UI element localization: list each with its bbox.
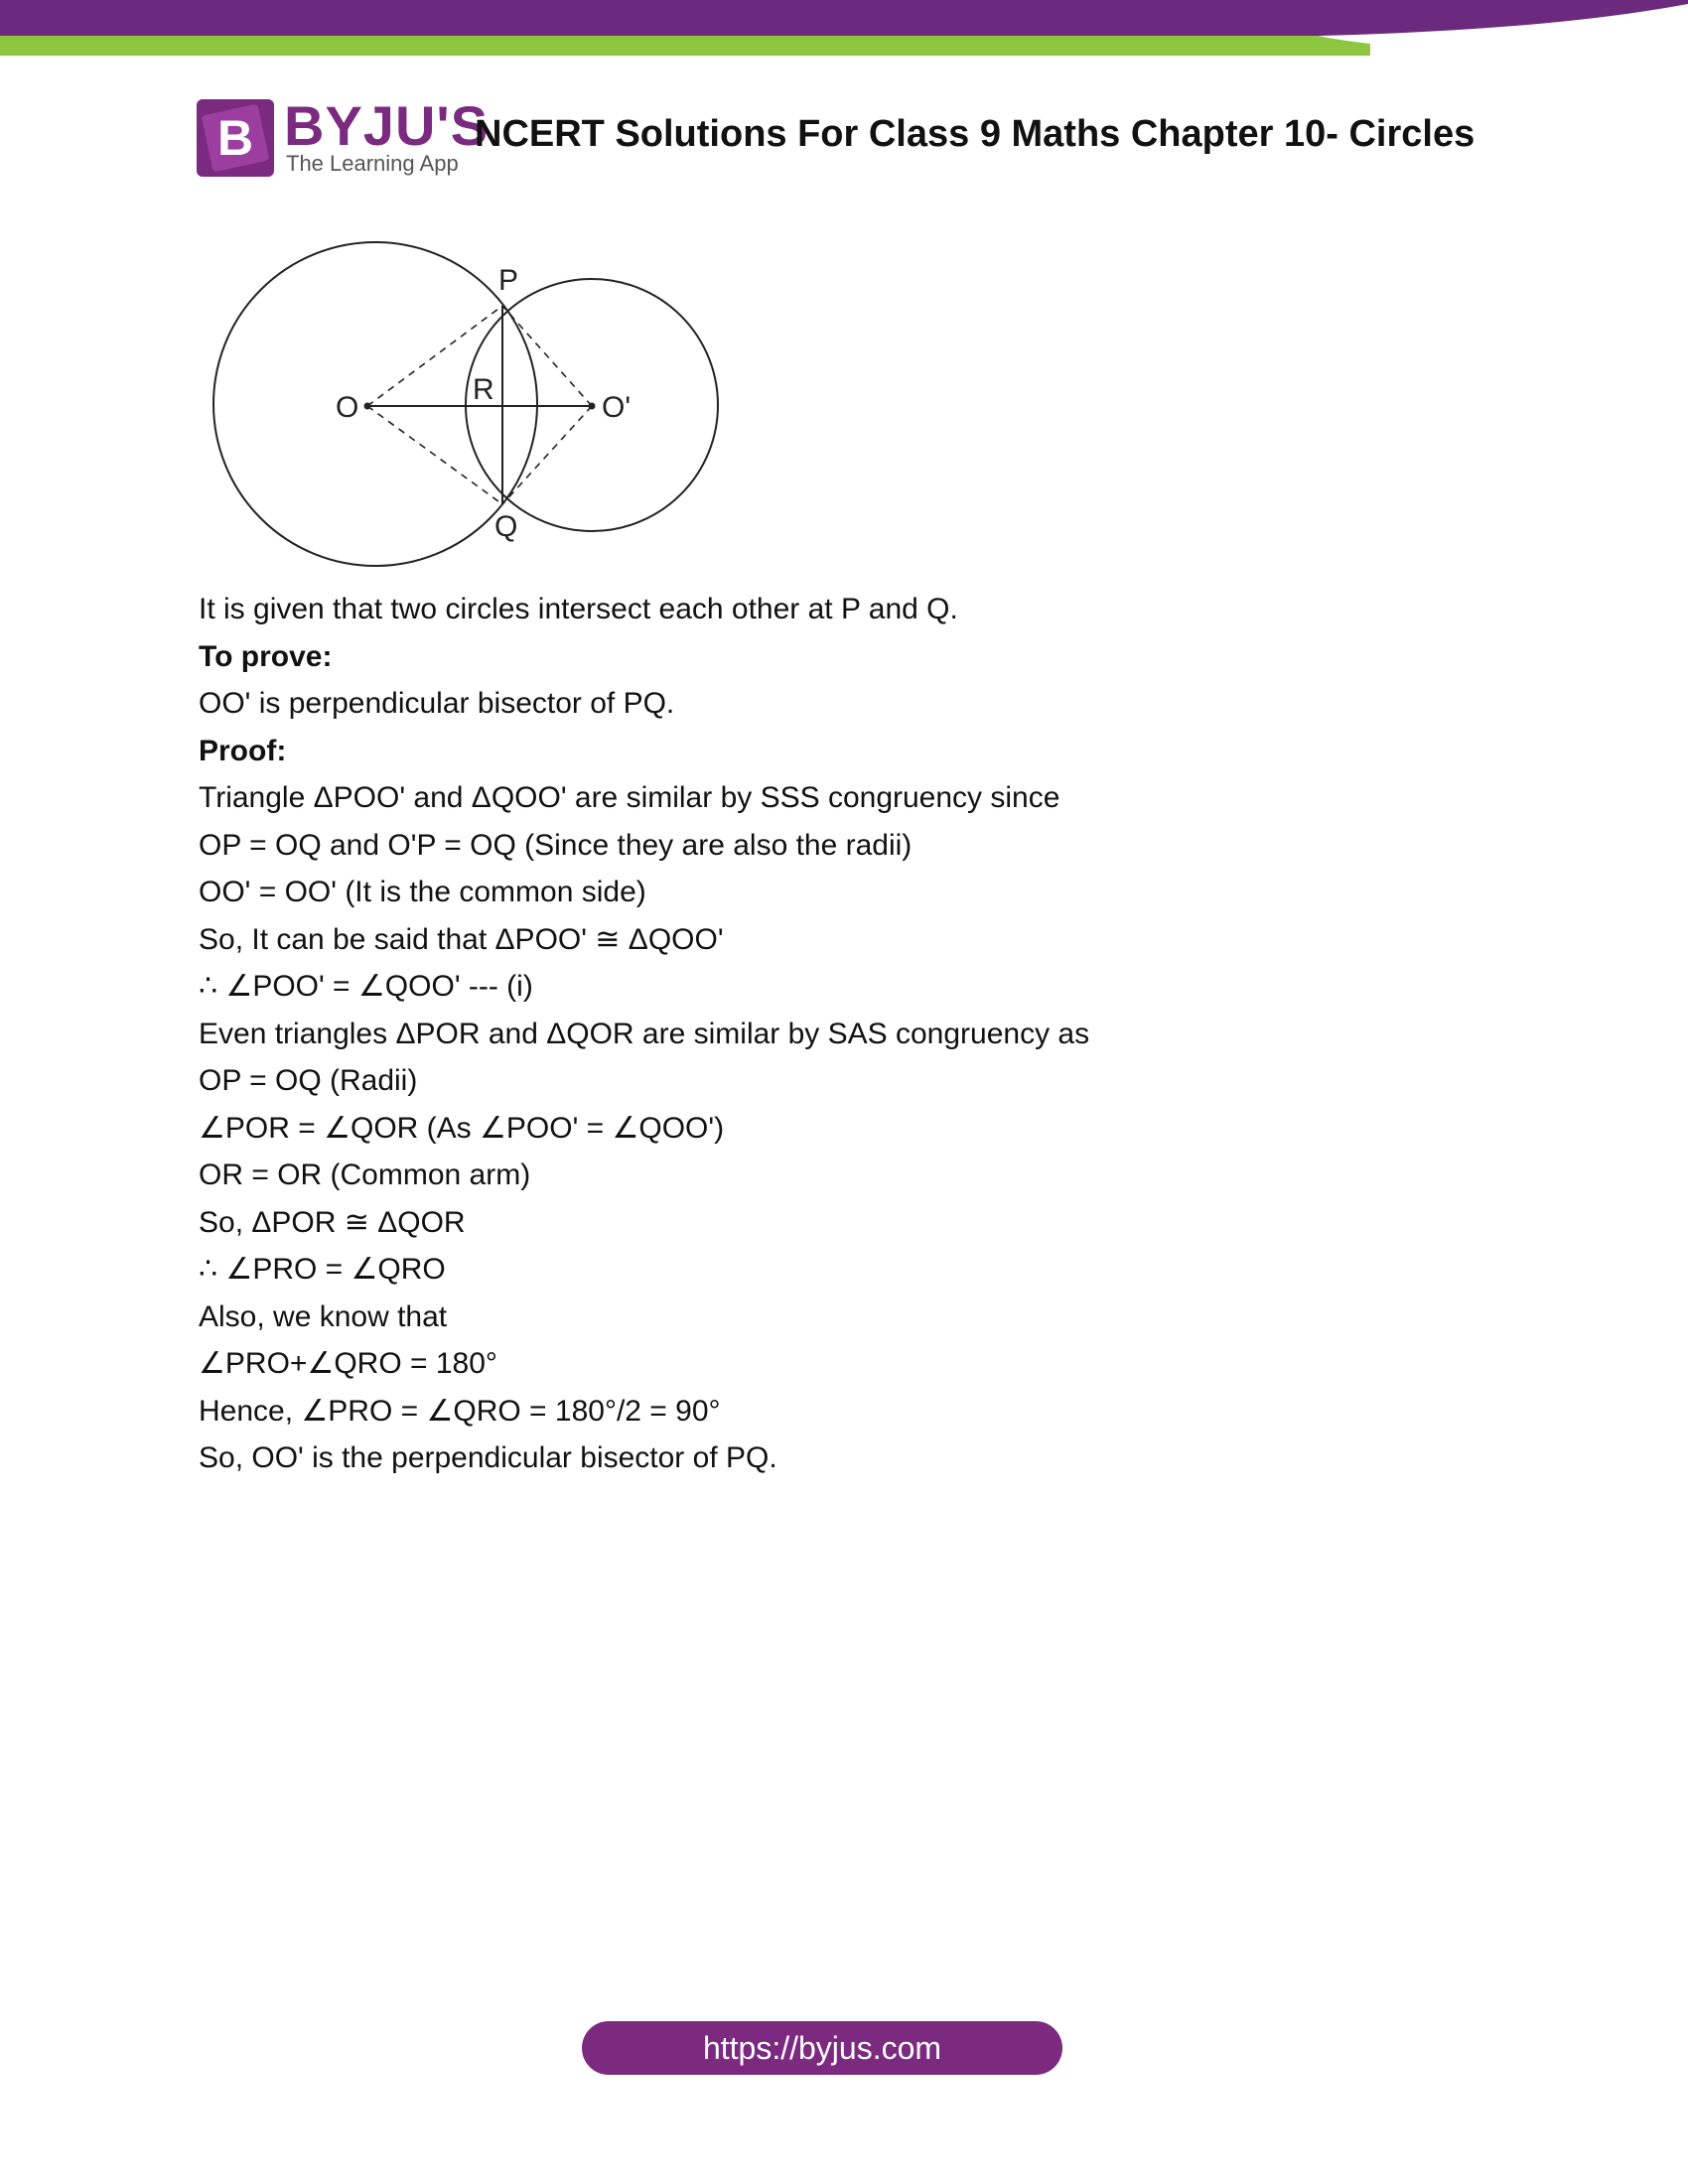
solution-line-8: So, It can be said that ΔPOO' ≅ ΔQOO' <box>199 922 724 956</box>
solution-line-1: It is given that two circles intersect each other at P and Q. <box>199 593 958 625</box>
label-q: Q <box>494 510 518 543</box>
label-o-prime: O' <box>602 391 632 424</box>
footer-url-link[interactable]: https://byjus.com <box>582 2021 1062 2075</box>
solution-line-12: ∠POR = ∠QOR (As ∠POO' = ∠QOO') <box>199 1111 725 1145</box>
logo-letter-b-icon: B <box>216 110 254 166</box>
proof-heading: Proof: <box>199 734 287 767</box>
solution-line-3: OO' is perpendicular bisector of PQ. <box>199 687 675 720</box>
solution-line-11: OP = OQ (Radii) <box>199 1064 418 1097</box>
logo-tagline: The Learning App <box>286 151 459 176</box>
solution-line-6: OP = OQ and O'P = OQ (Since they are also the radii) <box>199 828 913 862</box>
solution-line-16: Also, we know that <box>199 1299 448 1333</box>
dashed-oq <box>367 406 502 504</box>
point-o <box>364 403 371 410</box>
byjus-logo <box>197 94 490 179</box>
label-r: R <box>473 373 494 406</box>
solution-line-17: ∠PRO+∠QRO = 180° <box>199 1347 497 1380</box>
solution-line-13: OR = OR (Common arm) <box>199 1159 531 1191</box>
label-o: O <box>336 391 359 424</box>
solution-line-15: ∴ ∠PRO = ∠QRO <box>199 1253 446 1286</box>
solution-line-7: OO' = OO' (It is the common side) <box>199 876 646 908</box>
solution-line-19: So, OO' is the perpendicular bisector of PQ. <box>199 1441 777 1474</box>
label-p: P <box>498 264 519 297</box>
top-decorative-band <box>0 0 1688 60</box>
logo-wordmark: BYJU'S <box>284 94 490 157</box>
solution-line-18: Hence, ∠PRO = ∠QRO = 180°/2 = 90° <box>199 1394 721 1428</box>
dashed-o-prime-p <box>502 306 592 406</box>
solution-line-9: ∴ ∠POO' = ∠QOO' --- (i) <box>199 970 533 1003</box>
solution-line-14: So, ΔPOR ≅ ΔQOR <box>199 1205 466 1239</box>
point-o-prime <box>589 403 596 410</box>
document-title: NCERT Solutions For Class 9 Maths Chapter 10- Circles <box>475 113 1476 155</box>
solution-line-10: Even triangles ΔPOR and ΔQOR are similar by SAS congruency as <box>199 1017 1090 1050</box>
solution-line-5: Triangle ΔPOO' and ΔQOO' are similar by SSS congruency since <box>199 781 1060 814</box>
dashed-o-prime-q <box>502 406 592 504</box>
logo-emblem <box>197 99 274 177</box>
to-prove-heading: To prove: <box>199 639 333 673</box>
solution-text <box>199 586 1489 1482</box>
intersecting-circles-figure <box>195 234 731 572</box>
